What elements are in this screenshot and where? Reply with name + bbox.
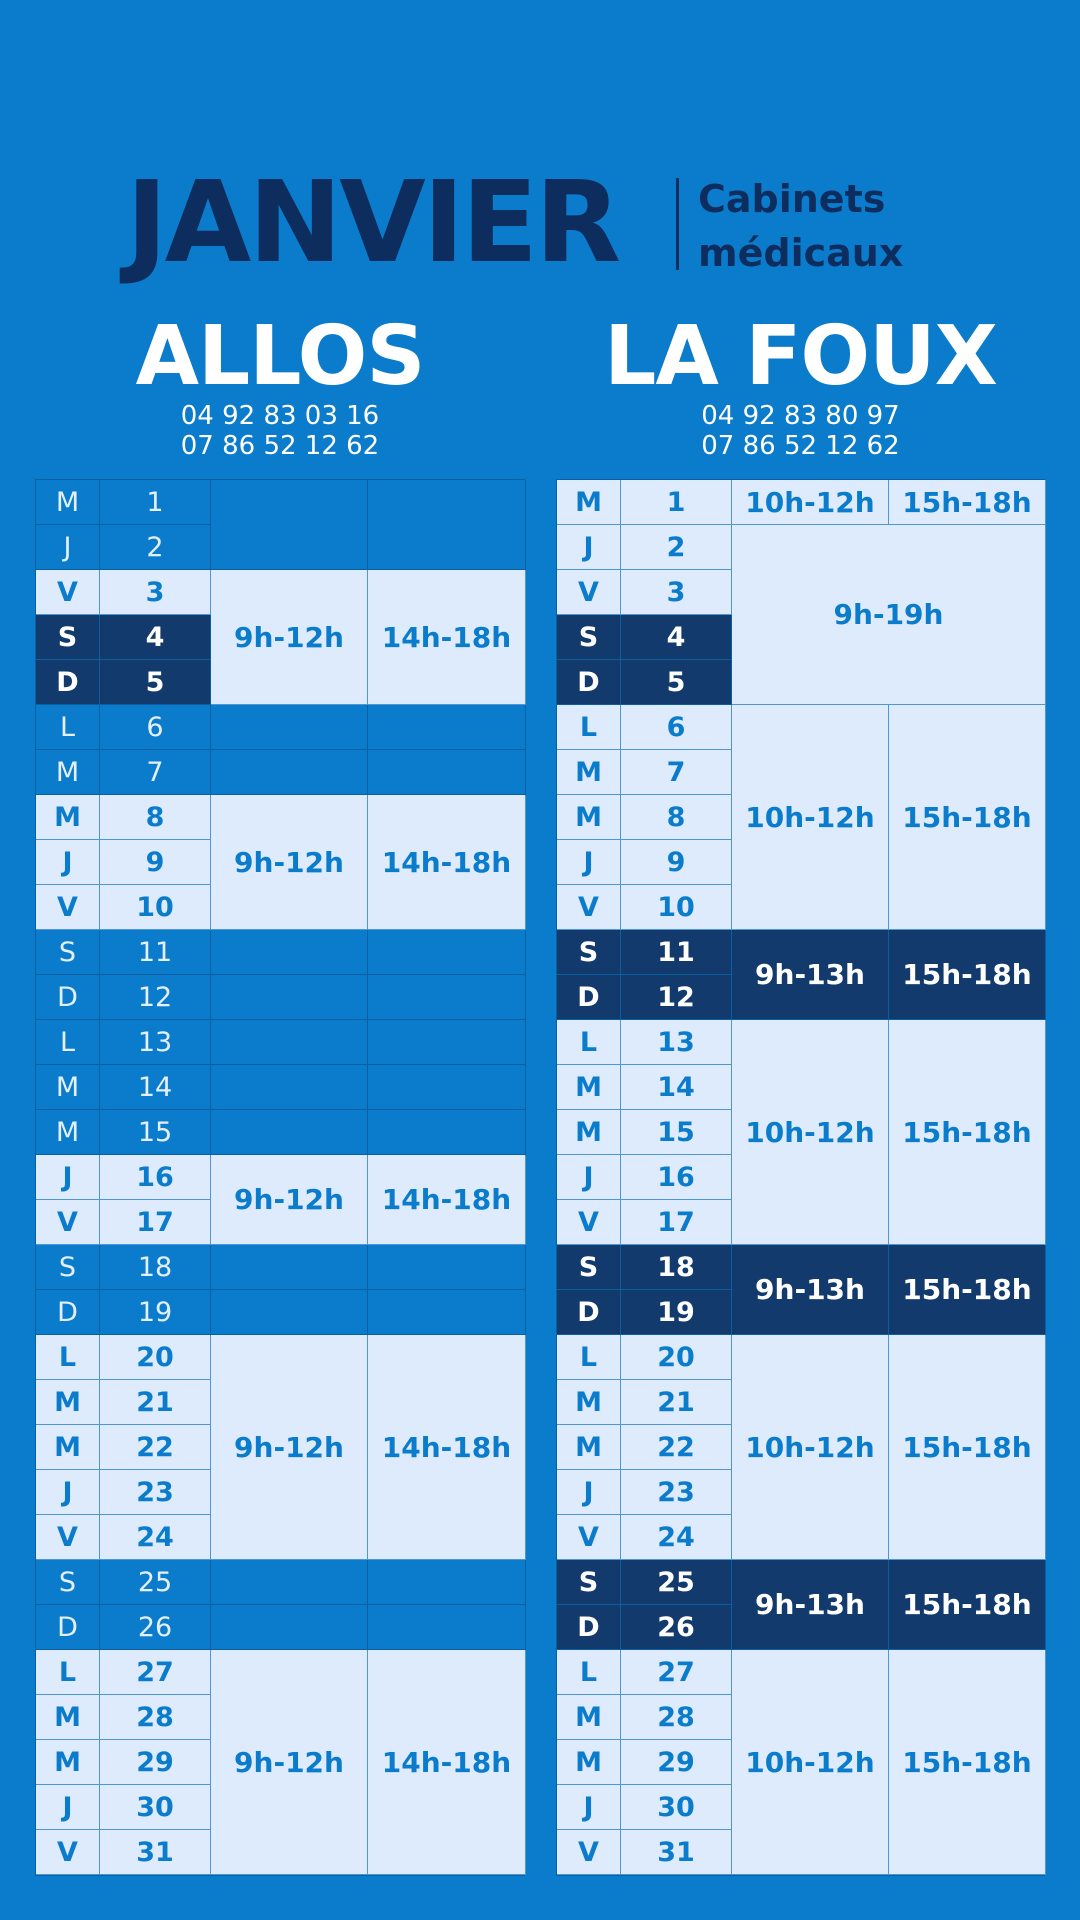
- hours-afternoon: [368, 1245, 526, 1290]
- hours-morning: 9h-13h: [732, 1245, 889, 1335]
- day-number: 10: [621, 885, 732, 930]
- day-number: 19: [621, 1290, 732, 1335]
- day-number: 28: [100, 1695, 211, 1740]
- hours-morning: [211, 705, 368, 750]
- day-number: 4: [621, 615, 732, 660]
- day-letter: V: [36, 885, 100, 930]
- day-number: 30: [100, 1785, 211, 1830]
- day-letter: M: [557, 1425, 621, 1470]
- day-number: 3: [100, 570, 211, 615]
- day-letter: J: [557, 525, 621, 570]
- day-letter: M: [36, 1110, 100, 1155]
- month-title: JANVIER: [126, 158, 619, 288]
- hours-afternoon: [368, 975, 526, 1020]
- day-letter: L: [36, 1650, 100, 1695]
- day-letter: M: [557, 1110, 621, 1155]
- day-number: 23: [100, 1470, 211, 1515]
- day-number: 16: [100, 1155, 211, 1200]
- day-number: 24: [621, 1515, 732, 1560]
- phone-la-foux-2[interactable]: 07 86 52 12 62: [701, 431, 900, 461]
- day-letter: L: [36, 705, 100, 750]
- day-number: 30: [621, 1785, 732, 1830]
- day-letter: M: [557, 480, 621, 525]
- day-letter: L: [557, 1650, 621, 1695]
- day-number: 13: [621, 1020, 732, 1065]
- hours-morning: 10h-12h: [732, 480, 889, 525]
- hours-morning: [211, 1605, 368, 1650]
- day-letter: L: [557, 1020, 621, 1065]
- hours-afternoon: [368, 1560, 526, 1605]
- day-letter: J: [557, 840, 621, 885]
- day-letter: D: [557, 975, 621, 1020]
- day-number: 11: [621, 930, 732, 975]
- hours-afternoon: [368, 930, 526, 975]
- day-letter: M: [557, 1380, 621, 1425]
- phone-allos-2[interactable]: 07 86 52 12 62: [180, 431, 380, 461]
- day-number: 15: [100, 1110, 211, 1155]
- day-number: 8: [100, 795, 211, 840]
- day-letter: L: [557, 1335, 621, 1380]
- hours-morning: [211, 1290, 368, 1335]
- hours-afternoon: [368, 1020, 526, 1065]
- hours-afternoon: 15h-18h: [889, 705, 1046, 930]
- day-letter: M: [557, 795, 621, 840]
- day-number: 6: [621, 705, 732, 750]
- hours-morning: [211, 975, 368, 1020]
- schedule-table-allos: [35, 479, 525, 1876]
- day-number: 19: [100, 1290, 211, 1335]
- day-number: 4: [100, 615, 211, 660]
- phone-la-foux-1[interactable]: 04 92 83 80 97: [701, 401, 900, 431]
- header-divider: [676, 178, 679, 270]
- day-number: 20: [621, 1335, 732, 1380]
- day-letter: S: [557, 1560, 621, 1605]
- day-number: 14: [100, 1065, 211, 1110]
- day-letter: V: [557, 1830, 621, 1875]
- day-number: 25: [100, 1560, 211, 1605]
- subtitle-line-1: Cabinets: [698, 177, 886, 221]
- hours-afternoon: 14h-18h: [368, 1650, 526, 1875]
- day-number: 17: [621, 1200, 732, 1245]
- hours-afternoon: 15h-18h: [889, 1650, 1046, 1875]
- day-letter: M: [36, 1065, 100, 1110]
- hours-afternoon: [368, 750, 526, 795]
- hours-morning: [211, 1020, 368, 1065]
- day-number: 1: [100, 480, 211, 525]
- hours-morning: 9h-13h: [732, 1560, 889, 1650]
- hours-morning: [211, 480, 368, 570]
- day-letter: S: [557, 930, 621, 975]
- hours-afternoon: 15h-18h: [889, 1020, 1046, 1245]
- day-number: 7: [100, 750, 211, 795]
- day-letter: M: [36, 1425, 100, 1470]
- day-letter: D: [36, 1290, 100, 1335]
- day-letter: D: [557, 1605, 621, 1650]
- day-letter: J: [36, 1785, 100, 1830]
- day-letter: M: [36, 480, 100, 525]
- day-number: 7: [621, 750, 732, 795]
- day-letter: D: [36, 975, 100, 1020]
- hours-morning: [211, 930, 368, 975]
- hours-afternoon: 15h-18h: [889, 1560, 1046, 1650]
- day-number: 18: [100, 1245, 211, 1290]
- day-letter: M: [36, 1695, 100, 1740]
- day-letter: V: [557, 885, 621, 930]
- day-letter: M: [557, 1065, 621, 1110]
- day-letter: V: [36, 570, 100, 615]
- day-letter: L: [36, 1335, 100, 1380]
- hours-afternoon: 14h-18h: [368, 570, 526, 705]
- hours-afternoon: [368, 1110, 526, 1155]
- day-letter: M: [557, 750, 621, 795]
- hours-morning: 9h-12h: [211, 1335, 368, 1560]
- hours-afternoon: 15h-18h: [889, 930, 1046, 1020]
- hours-morning: 10h-12h: [732, 1650, 889, 1875]
- day-number: 5: [100, 660, 211, 705]
- day-number: 16: [621, 1155, 732, 1200]
- hours-morning: 9h-12h: [211, 1155, 368, 1245]
- hours-afternoon: [368, 1290, 526, 1335]
- day-letter: M: [36, 1380, 100, 1425]
- hours-afternoon: 14h-18h: [368, 795, 526, 930]
- hours-morning: 9h-12h: [211, 795, 368, 930]
- day-number: 26: [621, 1605, 732, 1650]
- day-number: 31: [621, 1830, 732, 1875]
- day-number: 12: [100, 975, 211, 1020]
- schedule-table-la-foux: [556, 479, 1045, 1876]
- header-subtitle: [698, 172, 903, 280]
- day-number: 31: [100, 1830, 211, 1875]
- day-number: 27: [621, 1650, 732, 1695]
- day-letter: L: [557, 705, 621, 750]
- hours-morning: 10h-12h: [732, 705, 889, 930]
- hours-afternoon: [368, 705, 526, 750]
- day-letter: M: [36, 1740, 100, 1785]
- day-number: 29: [100, 1740, 211, 1785]
- hours-full-day: 9h-19h: [732, 525, 1046, 705]
- hours-morning: [211, 1065, 368, 1110]
- day-number: 22: [100, 1425, 211, 1470]
- day-number: 3: [621, 570, 732, 615]
- day-letter: D: [36, 1605, 100, 1650]
- hours-morning: [211, 1245, 368, 1290]
- hours-afternoon: [368, 480, 526, 570]
- day-number: 5: [621, 660, 732, 705]
- day-letter: S: [36, 1245, 100, 1290]
- hours-morning: [211, 750, 368, 795]
- day-number: 9: [100, 840, 211, 885]
- day-letter: M: [557, 1695, 621, 1740]
- day-number: 22: [621, 1425, 732, 1470]
- day-letter: M: [36, 795, 100, 840]
- day-letter: J: [557, 1785, 621, 1830]
- day-letter: V: [557, 570, 621, 615]
- day-number: 21: [621, 1380, 732, 1425]
- day-number: 6: [100, 705, 211, 750]
- day-letter: D: [557, 1290, 621, 1335]
- day-number: 29: [621, 1740, 732, 1785]
- day-number: 28: [621, 1695, 732, 1740]
- subtitle-line-2: médicaux: [698, 231, 904, 275]
- day-number: 25: [621, 1560, 732, 1605]
- day-letter: V: [557, 1515, 621, 1560]
- day-letter: V: [557, 1200, 621, 1245]
- hours-afternoon: 15h-18h: [889, 1245, 1046, 1335]
- hours-afternoon: [368, 1065, 526, 1110]
- day-letter: J: [36, 525, 100, 570]
- day-letter: D: [557, 660, 621, 705]
- location-name-allos: ALLOS: [135, 309, 425, 404]
- day-letter: J: [36, 1470, 100, 1515]
- day-letter: J: [36, 1155, 100, 1200]
- page-header: [0, 158, 1080, 288]
- phone-allos-1[interactable]: 04 92 83 03 16: [180, 401, 380, 431]
- hours-morning: [211, 1560, 368, 1605]
- day-letter: S: [36, 1560, 100, 1605]
- day-number: 12: [621, 975, 732, 1020]
- day-number: 11: [100, 930, 211, 975]
- day-letter: J: [557, 1470, 621, 1515]
- day-letter: J: [36, 840, 100, 885]
- day-letter: V: [36, 1515, 100, 1560]
- day-letter: S: [36, 930, 100, 975]
- day-letter: M: [557, 1740, 621, 1785]
- day-number: 23: [621, 1470, 732, 1515]
- day-letter: S: [557, 1245, 621, 1290]
- hours-afternoon: 15h-18h: [889, 480, 1046, 525]
- day-number: 21: [100, 1380, 211, 1425]
- day-number: 8: [621, 795, 732, 840]
- day-letter: J: [557, 1155, 621, 1200]
- day-number: 13: [100, 1020, 211, 1065]
- day-number: 2: [621, 525, 732, 570]
- day-number: 18: [621, 1245, 732, 1290]
- hours-afternoon: 14h-18h: [368, 1155, 526, 1245]
- day-number: 17: [100, 1200, 211, 1245]
- day-letter: L: [36, 1020, 100, 1065]
- day-number: 9: [621, 840, 732, 885]
- hours-morning: [211, 1110, 368, 1155]
- hours-afternoon: 15h-18h: [889, 1335, 1046, 1560]
- hours-afternoon: 14h-18h: [368, 1335, 526, 1560]
- day-number: 20: [100, 1335, 211, 1380]
- hours-morning: 10h-12h: [732, 1020, 889, 1245]
- hours-morning: 9h-12h: [211, 570, 368, 705]
- day-letter: S: [557, 615, 621, 660]
- day-number: 14: [621, 1065, 732, 1110]
- day-number: 2: [100, 525, 211, 570]
- hours-afternoon: [368, 1605, 526, 1650]
- hours-morning: 10h-12h: [732, 1335, 889, 1560]
- day-number: 27: [100, 1650, 211, 1695]
- day-number: 24: [100, 1515, 211, 1560]
- day-number: 10: [100, 885, 211, 930]
- location-name-la-foux: LA FOUX: [604, 309, 997, 404]
- day-number: 1: [621, 480, 732, 525]
- day-letter: V: [36, 1830, 100, 1875]
- day-number: 15: [621, 1110, 732, 1155]
- day-letter: S: [36, 615, 100, 660]
- day-letter: D: [36, 660, 100, 705]
- day-letter: M: [36, 750, 100, 795]
- day-number: 26: [100, 1605, 211, 1650]
- hours-morning: 9h-13h: [732, 930, 889, 1020]
- hours-morning: 9h-12h: [211, 1650, 368, 1875]
- day-letter: V: [36, 1200, 100, 1245]
